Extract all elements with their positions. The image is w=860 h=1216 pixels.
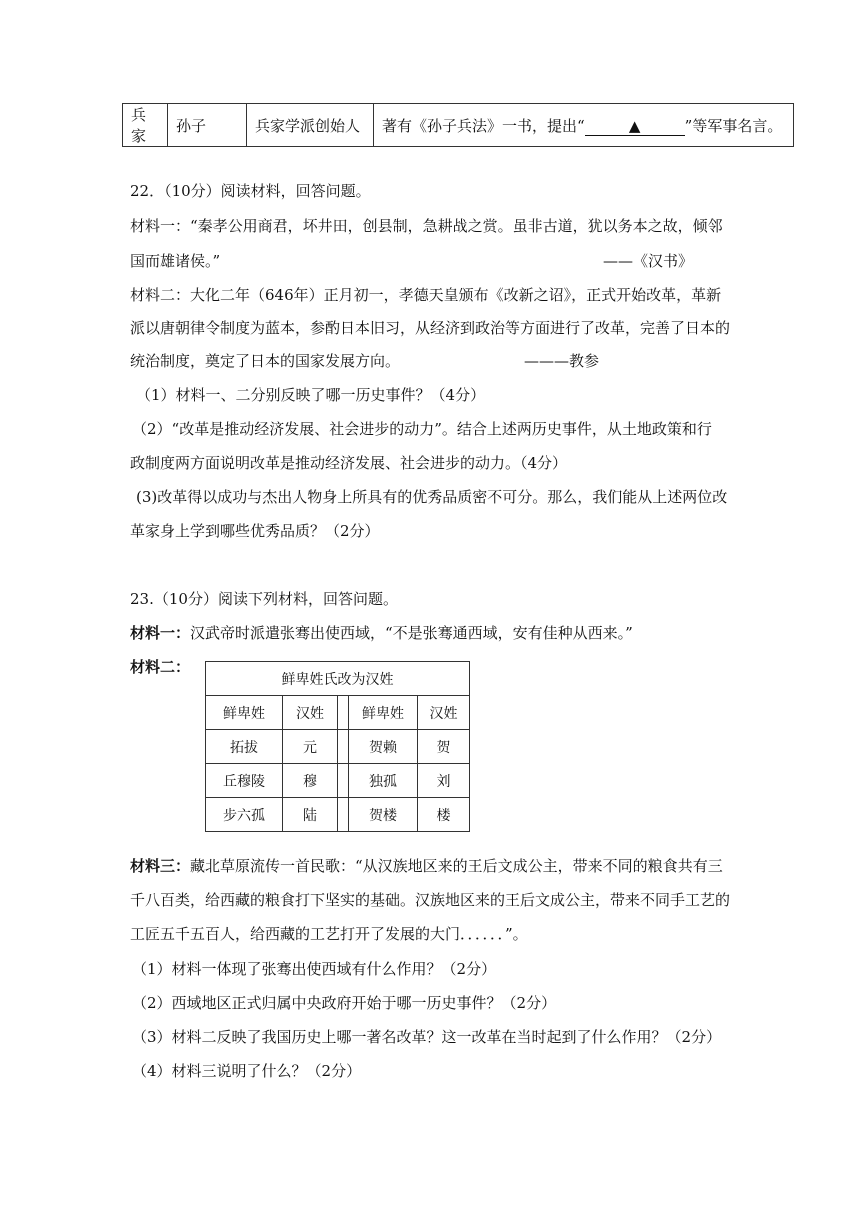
role-cell: 兵家学派创始人	[247, 104, 374, 147]
q23-title: 23.（10分）阅读下列材料，回答问题。	[130, 590, 398, 608]
table-row	[206, 662, 470, 696]
q23-material2-label: 材料二：	[130, 658, 191, 676]
q22-material1-source: ——《汉书》	[603, 252, 694, 270]
header-cell: 鲜卑姓	[206, 696, 283, 730]
q23-sub1: （1）材料一体现了张骞出使西域有什么作用？（2分）	[132, 960, 497, 978]
q23-material3-line3: 工匠五千五百人，给西藏的工艺打开了发展的大门．．．．．．”。	[130, 925, 528, 943]
table-cell: 贺	[418, 730, 470, 764]
q23-material3-text: 藏北草原流传一首民歌：“从汉族地区来的王后文成公主，带来不同的粮食共有三	[190, 857, 723, 875]
table-cell: 刘	[418, 764, 470, 798]
q22-title: 22．（10分）阅读材料，回答问题。	[130, 182, 371, 200]
q22-material1-line2: 国而雄诸侯。”	[130, 252, 221, 270]
table-cell: 独孤	[349, 764, 418, 798]
q22-sub2-line2: 政制度两方面说明改革是推动经济发展、社会进步的动力。（4分）	[130, 454, 568, 472]
q23-material3-label: 材料三：	[130, 857, 191, 875]
q23-sub4: （4）材料三说明了什么？（2分）	[132, 1062, 362, 1080]
triangle-icon: ▲	[628, 116, 641, 135]
header-cell: 汉姓	[418, 696, 470, 730]
q22-material2-source: ———教参	[524, 352, 600, 370]
table-cell: 陆	[283, 798, 338, 832]
table-cell	[338, 730, 349, 764]
q23-material1-text: 汉武帝时派遣张骞出使西域，“不是张骞通西域，安有佳种从西来。”	[190, 624, 633, 642]
header-cell: 汉姓	[283, 696, 338, 730]
q22-sub1: （1）材料一、二分别反映了哪一历史事件？（4分）	[136, 386, 486, 404]
q22-material2-line1: 材料二：大化二年（646年）正月初一，孝德天皇颁布《改新之诏》，正式开始改革，革新	[130, 286, 722, 304]
table-cell: 丘穆陵	[206, 764, 283, 798]
table-cell: 穆	[283, 764, 338, 798]
table-cell: 元	[283, 730, 338, 764]
q22-sub3-line1: (3)改革得以成功与杰出人物身上所具有的优秀品质密不可分。那么，我们能从上述两位改	[136, 488, 728, 506]
header-cell	[338, 696, 349, 730]
q23-sub2: （2）西域地区正式归属中央政府开始于哪一历史事件？（2分）	[132, 994, 557, 1012]
school-cell: 兵家	[123, 104, 168, 147]
table-caption: 鲜卑姓氏改为汉姓	[206, 662, 470, 696]
work-before: 著有《孙子兵法》一书，提出“	[382, 116, 585, 135]
table-row	[206, 798, 470, 832]
table-row	[123, 104, 794, 147]
answer-blank	[585, 117, 685, 136]
table-cell	[338, 764, 349, 798]
table-header-row	[206, 696, 470, 730]
table-row	[206, 764, 470, 798]
q23-material3-line1	[130, 855, 723, 876]
q23-material1-label: 材料一：	[130, 624, 191, 642]
q22-sub3-line2: 革家身上学到哪些优秀品质？（2分）	[130, 522, 380, 540]
table-cell: 贺赖	[349, 730, 418, 764]
surname-table	[205, 661, 470, 832]
q22-sub2-line1: （2）“改革是推动经济发展、社会进步的动力”。结合上述两历史事件，从土地政策和行	[132, 420, 712, 438]
q23-sub3: （3）材料二反映了我国历史上哪一著名改革？这一改革在当时起到了什么作用？（2分）	[132, 1028, 722, 1046]
q22-material1-line1: 材料一：“秦孝公用商君，坏井田，创县制，急耕战之赏。虽非古道，犹以务本之故，倾邻	[130, 217, 723, 235]
person-cell: 孙子	[168, 104, 247, 147]
q22-material2-line3: 统治制度，奠定了日本的国家发展方向。	[130, 352, 401, 370]
work-cell	[374, 104, 794, 147]
table-cell: 贺楼	[349, 798, 418, 832]
table-cell: 步六孤	[206, 798, 283, 832]
header-cell: 鲜卑姓	[349, 696, 418, 730]
table-cell: 拓拔	[206, 730, 283, 764]
table-cell: 楼	[418, 798, 470, 832]
table-row	[206, 730, 470, 764]
table-cell	[338, 798, 349, 832]
q23-material1	[130, 622, 633, 643]
q23-material3-line2: 千八百类，给西藏的粮食打下坚实的基础。汉族地区来的王后文成公主，带来不同手工艺的	[130, 891, 731, 909]
school-table	[122, 103, 794, 147]
work-after: ”等军事名言。	[684, 116, 783, 135]
q22-material2-line2: 派以唐朝律令制度为蓝本，参酌日本旧习，从经济到政治等方面进行了改革，完善了日本的	[130, 319, 731, 337]
